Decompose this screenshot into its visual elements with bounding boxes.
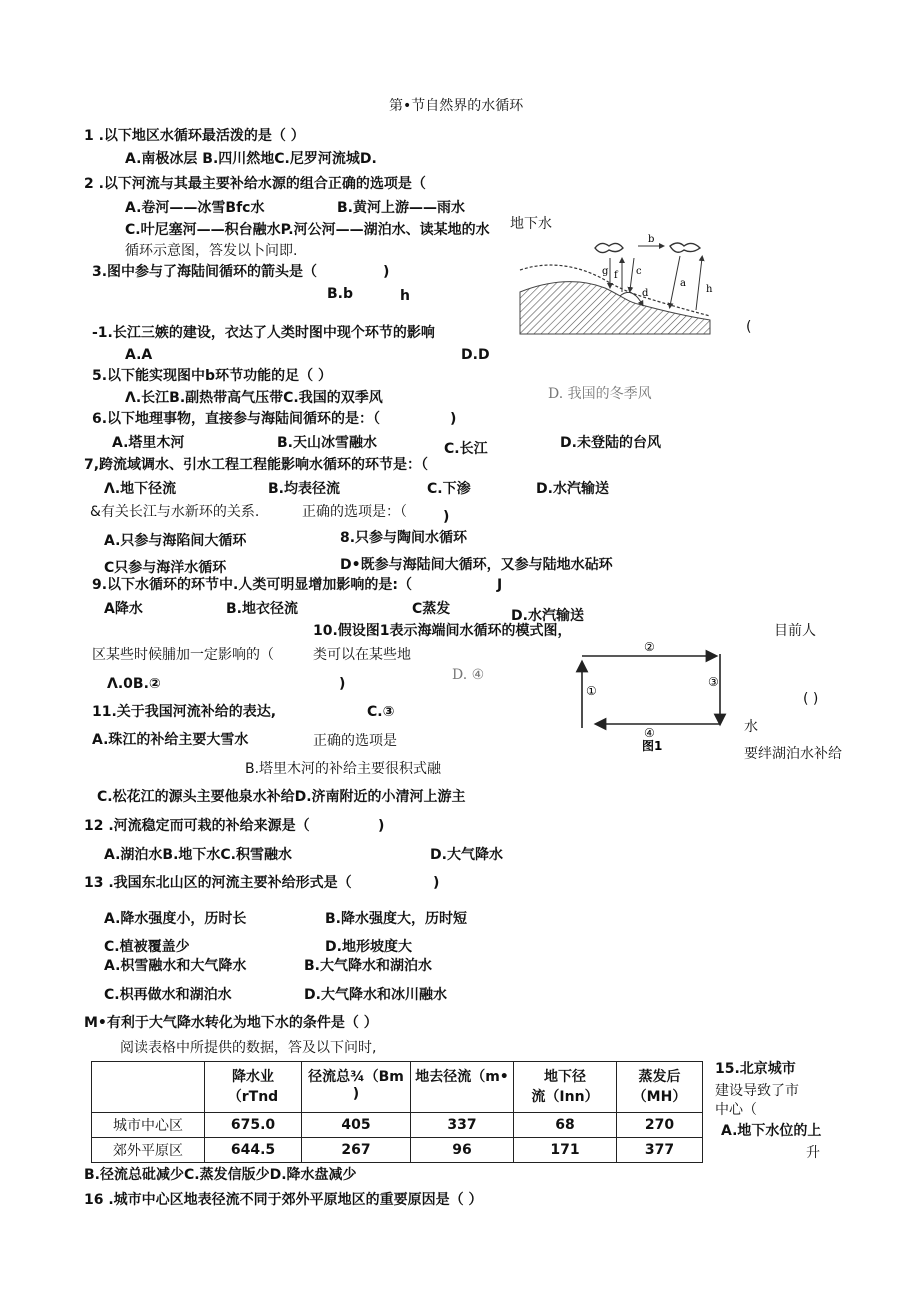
table-cell: 267 — [302, 1138, 411, 1163]
question-8-close: ) — [443, 509, 450, 525]
table-cell: 337 — [411, 1113, 514, 1138]
figure-1-caption: 图1 — [642, 739, 663, 753]
cycle-node-1: ① — [586, 684, 597, 698]
table-cell: 171 — [514, 1138, 617, 1163]
question-15-line-4: A.地下水位的上 — [721, 1123, 822, 1139]
question-10-right: 目前人 — [774, 623, 816, 639]
arrow-label-g: g — [602, 266, 609, 277]
arrow-c — [630, 258, 634, 290]
table-cell: 郊外平原区 — [92, 1138, 205, 1163]
question-3-option-b: B.b — [327, 286, 354, 302]
cloud-left — [595, 243, 623, 252]
table-cell: 644.5 — [205, 1138, 302, 1163]
question-2-option-a: A.卷河——冰雪Bfc水 — [125, 200, 265, 216]
question-5-option-d: D. 我国的冬季风 — [548, 386, 652, 402]
table-cell: 270 — [617, 1113, 703, 1138]
arrow-label-f: f — [614, 270, 618, 281]
question-4-option-a: A.A — [125, 347, 153, 363]
question-2-option-b: B.黄河上游——雨水 — [337, 200, 465, 216]
question-6-option-a: A.塔里木河 — [112, 435, 185, 451]
question-10-line-2b: 类可以在某些地 — [313, 647, 411, 663]
question-11-stem: 11.关于我国河流补给的表达, — [92, 704, 277, 720]
figure-1-cycle-diagram — [570, 640, 740, 753]
cycle-node-2: ② — [644, 640, 655, 654]
question-6-stem: 6.以下地理事物，直接参与海陆间循环的是：（ — [92, 411, 381, 427]
question-13-option-c: C.植被覆盖少 — [104, 939, 190, 955]
question-10-stem: 10.假设图1表示海端间水循环的模式图， — [313, 623, 572, 639]
question-8-option-c: C只参与海洋水循环 — [104, 560, 227, 576]
question-11-option-cd: C.松花江的源头主要他泉水补给D.济南附近的小清河上游主 — [97, 789, 466, 805]
water-cycle-figure — [510, 230, 720, 350]
question-7-stem: 7,跨流域调水、引水工程工程能影响水循环的环节是：（ — [84, 457, 429, 473]
question-3-option-h: h — [400, 288, 410, 304]
question-1-stem: 1 .以下地区水循环最活泼的是（ ） — [84, 128, 305, 144]
table-header-cell: 蒸发后（MH） — [617, 1062, 703, 1113]
question-15-line-1: 15.北京城市 — [715, 1061, 796, 1077]
arrow-label-a: a — [680, 278, 686, 289]
question-9-option-a: A降水 — [104, 601, 143, 617]
question-11-right-a: 水 — [744, 719, 758, 735]
page-title: 第•节自然界的水循环 — [389, 98, 524, 114]
question-1-options: A.南极冰层 B.四川然地C.尼罗河流城D. — [125, 151, 377, 167]
question-9-stem: 9.以下水循环的环节中.人类可明显增加影响的是:（ — [92, 577, 412, 593]
cycle-node-4: ④ — [644, 726, 655, 740]
table-row — [92, 1113, 703, 1138]
question-11-stem-2: 正确的选项是 — [313, 733, 397, 749]
question-7-option-b: B.均表径流 — [268, 481, 340, 497]
question-13-option-d: D.地形坡度大 — [325, 939, 412, 955]
question-5-options: Λ.长江B.副热带高气压带C.我国的双季风 — [125, 390, 383, 406]
question-6-close: ) — [450, 411, 457, 427]
question-8-stem: &有关长江与水新环的关系. — [90, 504, 260, 520]
table-header-cell: 地下径 流（Inn） — [514, 1062, 617, 1113]
question-16-stem: 16 .城市中心区地表径流不同于郊外平原地区的重要原因是（ ） — [84, 1192, 483, 1208]
ground-shape — [520, 282, 710, 334]
question-15-line-2: 建设导致了市 — [715, 1083, 799, 1099]
question-13-option-a2: A.枳雪融水和大气降水 — [104, 958, 247, 974]
question-6-option-b: B.天山冰雪融水 — [277, 435, 377, 451]
question-10-option-c: C.③ — [367, 704, 395, 720]
cycle-node-3: ③ — [708, 675, 719, 689]
data-table — [91, 1061, 703, 1163]
question-3-stem: 3.图中参与了海陆间循环的箭头是（ — [92, 264, 318, 280]
figure-1-paren: ( ) — [803, 691, 819, 707]
question-9-option-d: D.水汽输送 — [511, 608, 584, 624]
question-5-stem: 5.以下能实现图中b环节功能的足（ ） — [92, 368, 332, 384]
cloud-right — [670, 243, 700, 252]
question-2-stem: 2 .以下河流与其最主要补给水源的组合正确的选项是（ — [84, 176, 426, 192]
table-header-cell — [92, 1062, 205, 1113]
question-8-stem-2: 正确的选项是：（ — [302, 504, 407, 520]
question-13-option-b: B.降水强度大，历时短 — [325, 911, 467, 927]
question-14-intro: 阅读表格中所提供的数据，答及以下问时, — [120, 1040, 377, 1056]
table-header-cell: 地去径流（m• — [411, 1062, 514, 1113]
question-11-option-a: A.珠江的补给主要大雪水 — [92, 732, 249, 748]
question-12-options: A.湖泊水B.地下水C.积雪融水 — [104, 847, 292, 863]
question-13-close: ) — [433, 875, 440, 891]
table-row — [92, 1138, 703, 1163]
question-4-stem: -1.长江三嫉的建设，衣达了人类时图中现个环节的影响 — [92, 325, 435, 341]
question-15-line-3: 中心（ — [715, 1102, 757, 1118]
question-8-option-a: A.只参与海陷间大循环 — [104, 533, 247, 549]
table-header-row — [92, 1062, 703, 1113]
table-cell: 城市中心区 — [92, 1113, 205, 1138]
question-10-close: ) — [339, 676, 346, 692]
question-11-right-b: 要绊湖泊水补给 — [744, 746, 842, 762]
table-cell: 675.0 — [205, 1113, 302, 1138]
question-4-option-d: D.D — [461, 347, 490, 363]
question-2-option-cd: C.叶尼塞河——积台融水P.河公河——湖泊水、读某地的水 — [125, 222, 490, 238]
question-7-option-d: D.水汽输送 — [536, 481, 609, 497]
question-13-stem: 13 .我国东北山区的河流主要补给形式是（ — [84, 875, 352, 891]
question-13-option-b2: B.大气降水和湖泊水 — [304, 958, 432, 974]
question-15-options: B.径流总砒减少C.蒸发信版少D.降水盘减少 — [84, 1167, 357, 1183]
arrow-label-c: c — [636, 266, 642, 277]
table-cell: 68 — [514, 1113, 617, 1138]
question-9-close: J — [497, 577, 503, 593]
question-14-stem: M•有利于大气降水转化为地下水的条件是（ ） — [84, 1015, 378, 1031]
question-10-options: Λ.0B.② — [107, 676, 161, 692]
arrow-label-h: h — [706, 284, 713, 295]
table-cell: 96 — [411, 1138, 514, 1163]
question-9-option-c: C蒸发 — [412, 601, 451, 617]
table-header-cell: 降水业（rTnd — [205, 1062, 302, 1113]
question-2-tail: 循环示意图，答发以卜问即. — [125, 243, 298, 259]
question-6-option-d: D.未登陆的台风 — [560, 435, 661, 451]
arrow-label-d: d — [642, 288, 649, 299]
question-12-stem: 12 .河流稳定而可栽的补给来源是（ — [84, 818, 310, 834]
arrow-h — [696, 258, 702, 310]
figure-paren: ( — [746, 319, 752, 335]
table-header-cell: 径流总¾（Bm ) — [302, 1062, 411, 1113]
question-8-option-b: 8.只参与陶间水循环 — [340, 530, 468, 546]
question-13-option-c2: C.枳再做水和湖泊水 — [104, 987, 232, 1003]
table-cell: 377 — [617, 1138, 703, 1163]
question-12-close: ) — [378, 818, 385, 834]
question-10-option-d: D. ④ — [452, 667, 485, 683]
question-15-line-5: 升 — [806, 1145, 820, 1161]
question-6-option-c: C.长江 — [444, 441, 488, 457]
question-9-option-b: B.地衣径流 — [226, 601, 298, 617]
table-cell: 405 — [302, 1113, 411, 1138]
question-11-option-b: B.塔里木河的补给主要很积式融 — [245, 761, 442, 777]
figure-label-groundwater: 地下水 — [510, 216, 552, 232]
question-3-close: ) — [383, 264, 390, 280]
arrow-label-b: b — [648, 234, 655, 245]
question-7-option-c: C.下渗 — [427, 481, 471, 497]
question-10-line-2a: 区某些时候脯加一定影响的（ — [92, 647, 274, 663]
question-13-option-d2: D.大气降水和冰川融水 — [304, 987, 447, 1003]
arrow-a — [670, 256, 680, 306]
question-7-option-a: Λ.地下径流 — [104, 481, 177, 497]
question-12-option-d: D.大气降水 — [430, 847, 503, 863]
question-13-option-a: A.降水强度小，历时长 — [104, 911, 247, 927]
question-8-option-d: D•既参与海陆间大循环，又参与陆地水砧环 — [340, 557, 613, 573]
